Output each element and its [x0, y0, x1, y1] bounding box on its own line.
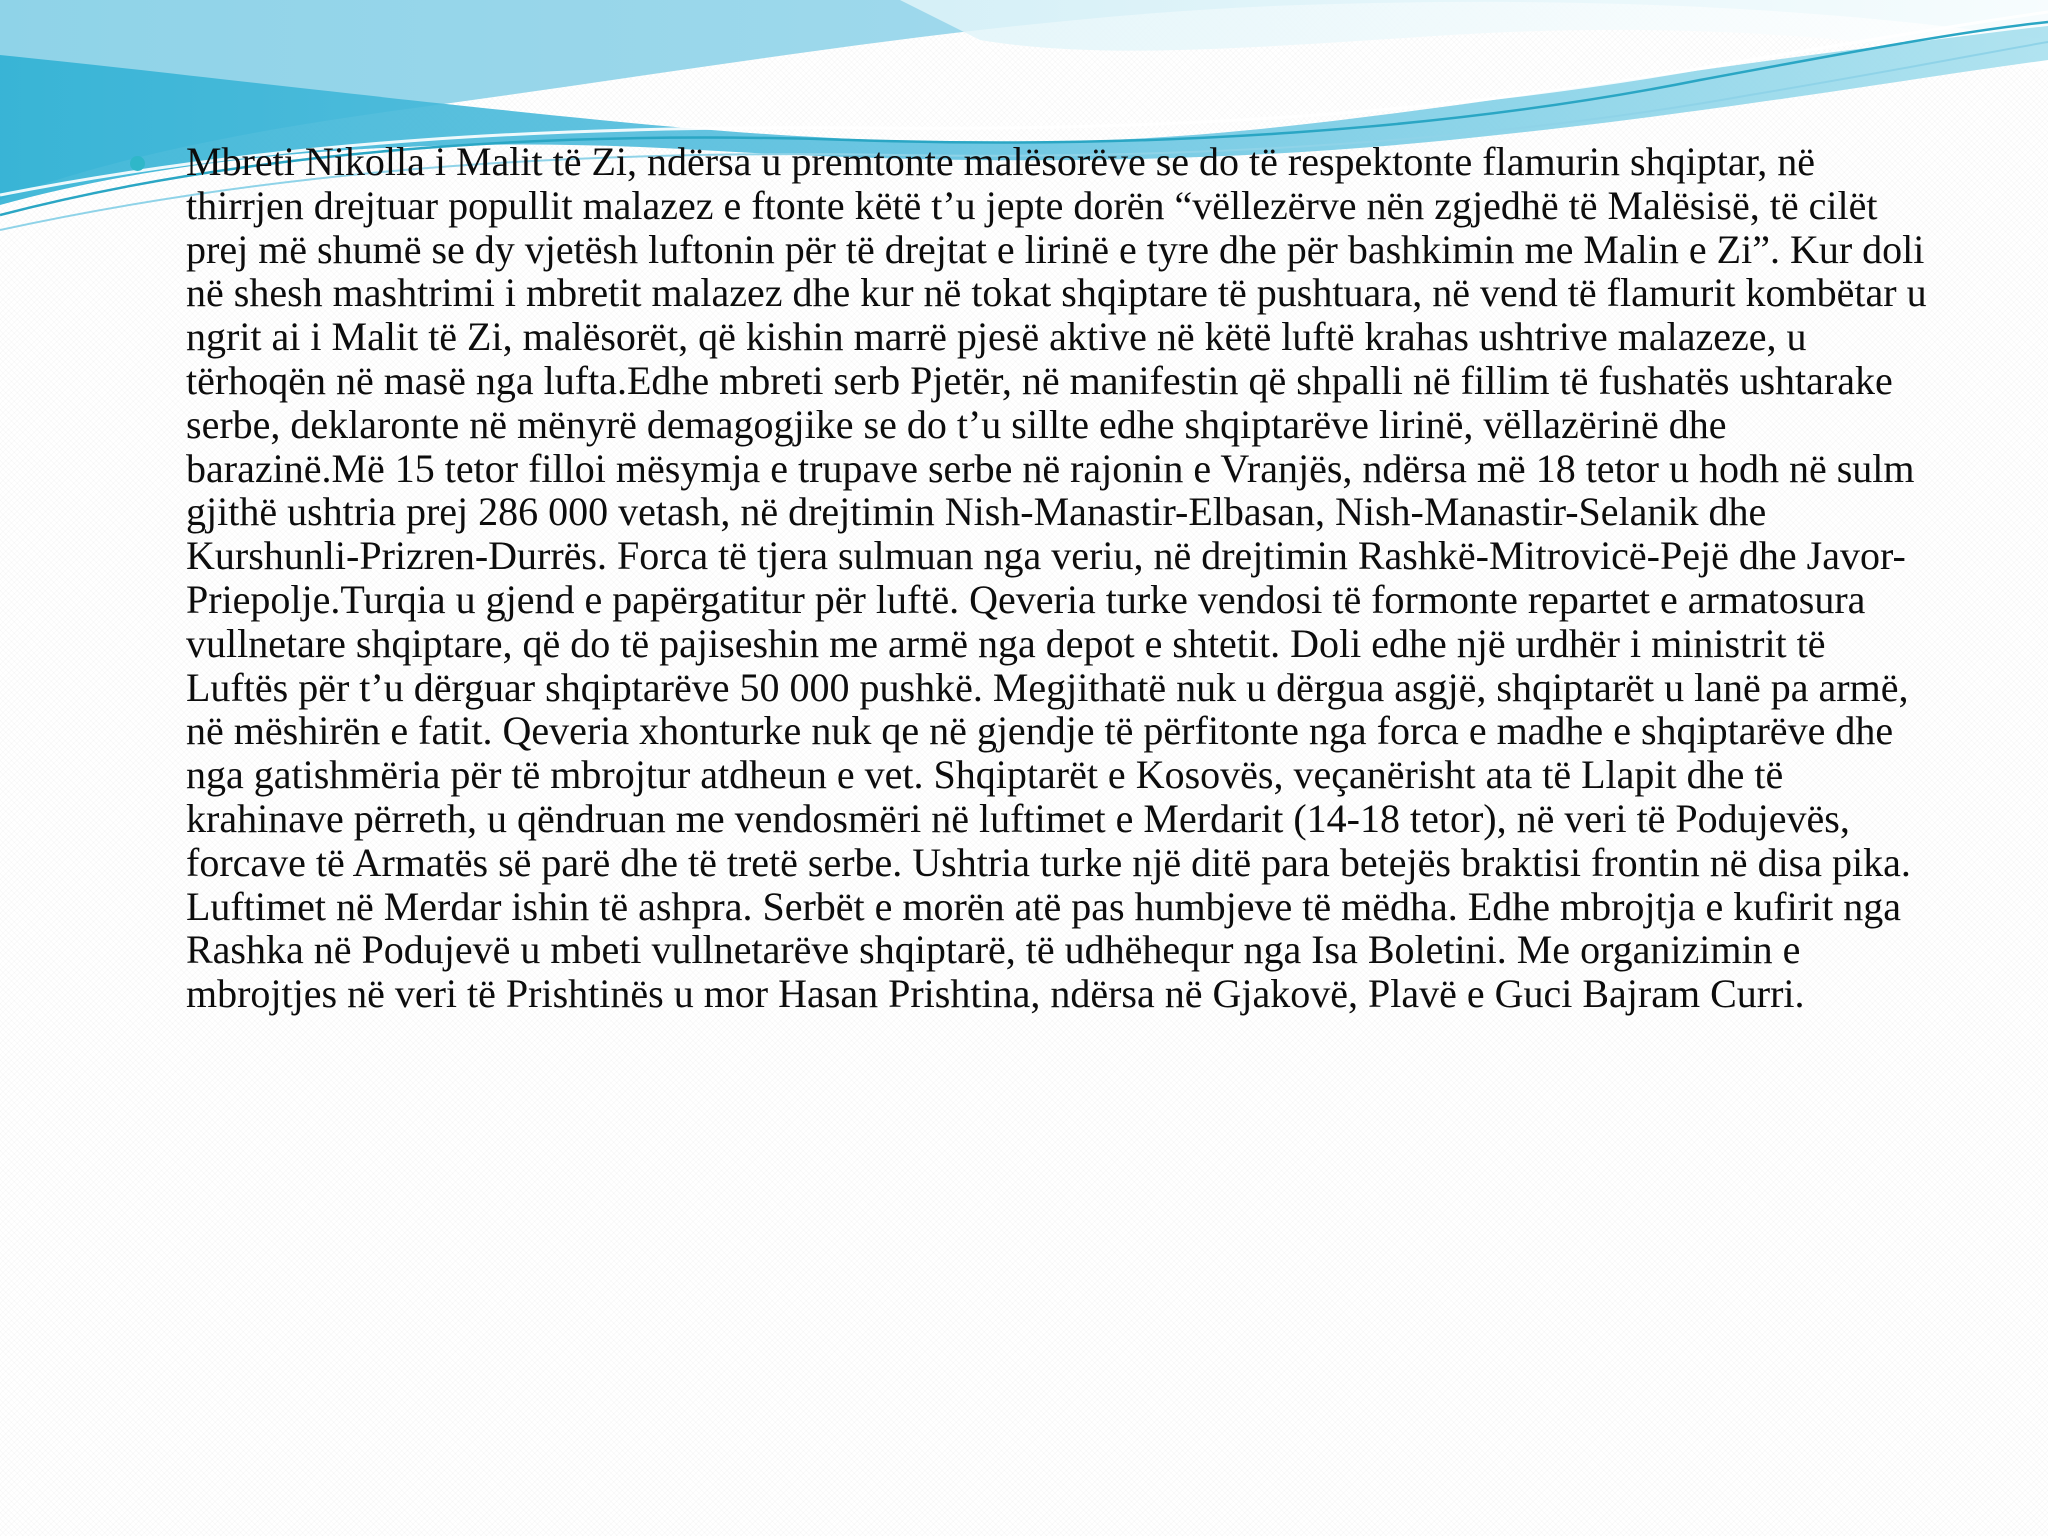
- body-paragraph: Mbreti Nikolla i Malit të Zi, ndërsa u premtonte malësorëve se do të respektonte flamurin shqiptar, në thirrjen drejtuar popullit malazez e ftonte këtë t’u jepte dorën “vëllezërve nën zgjedhë të Malësisë, të cilët prej më shumë se dy vjetësh luftonin për të drejtat e lirinë e tyre dhe për bashkimin me Malin e Zi”. Kur doli në shesh mashtrimi i mbretit malazez dhe kur në tokat shqiptare të pushtuara, në vend të flamurit kombëtar u ngrit ai i Malit të Zi, malësorët, që kishin marrë pjesë aktive në këtë luftë krahas ushtrive malazeze, u tërhoqën në masë nga lufta.Edhe mbreti serb Pjetër, në manifestin që shpalli në fillim të fushatës ushtarake serbe, deklaronte në mënyrë demagogjike se do t’u sillte edhe shqiptarëve lirinë, vëllazërinë dhe barazinë.Më 15 tetor filloi mësymja e trupave serbe në rajonin e Vranjës, ndërsa më 18 tetor u hodh në sulm gjithë ushtria prej 286 000 vetash, në drejtimin Nish-Manastir-Elbasan, Nish-Manastir-Selanik dhe Kurshunli-Prizren-Durrës. Forca të tjera sulmuan nga veriu, në drejtimin Rashkë-Mitrovicë-Pejë dhe Javor-Priepolje.Turqia u gjend e papërgatitur për luftë. Qeveria turke vendosi të formonte repartet e armatosura vullnetare shqiptare, që do të pajiseshin me armë nga depot e shtetit. Doli edhe një urdhër i ministrit të Luftës për t’u dërguar shqiptarëve 50 000 pushkë. Megjithatë nuk u dërgua asgjë, shqiptarët u lanë pa armë, në mëshirën e fatit. Qeveria xhonturke nuk qe në gjendje të përfitonte nga forca e madhe e shqiptarëve dhe nga gatishmëria për të mbrojtur atdheun e vet. Shqiptarët e Kosovës, veçanërisht ata të Llapit dhe të krahinave përreth, u qëndruan me vendosmëri në luftimet e Merdarit (14-18 tetor), në veri të Podujevës, forcave të Armatës së parë dhe të tretë serbe. Ushtria turke një ditë para betejës braktisi frontin në disa pika. Luftimet në Merdar ishin të ashpra. Serbët e morën atë pas humbjeve të mëdha. Edhe mbrojtja e kufirit nga Rashka në Podujevë u mbeti vullnetarëve shqiptarë, të udhëhequr nga Isa Boletini. Me organizimin e mbrojtjes në veri të Prishtinës u mor Hasan Prishtina, ndërsa në Gjakovë, Plavë e Guci Bajram Curri.: [186, 139, 1927, 1017]
- slide-content: [150, 140, 1930, 1016]
- round-bullet-icon: [130, 156, 145, 171]
